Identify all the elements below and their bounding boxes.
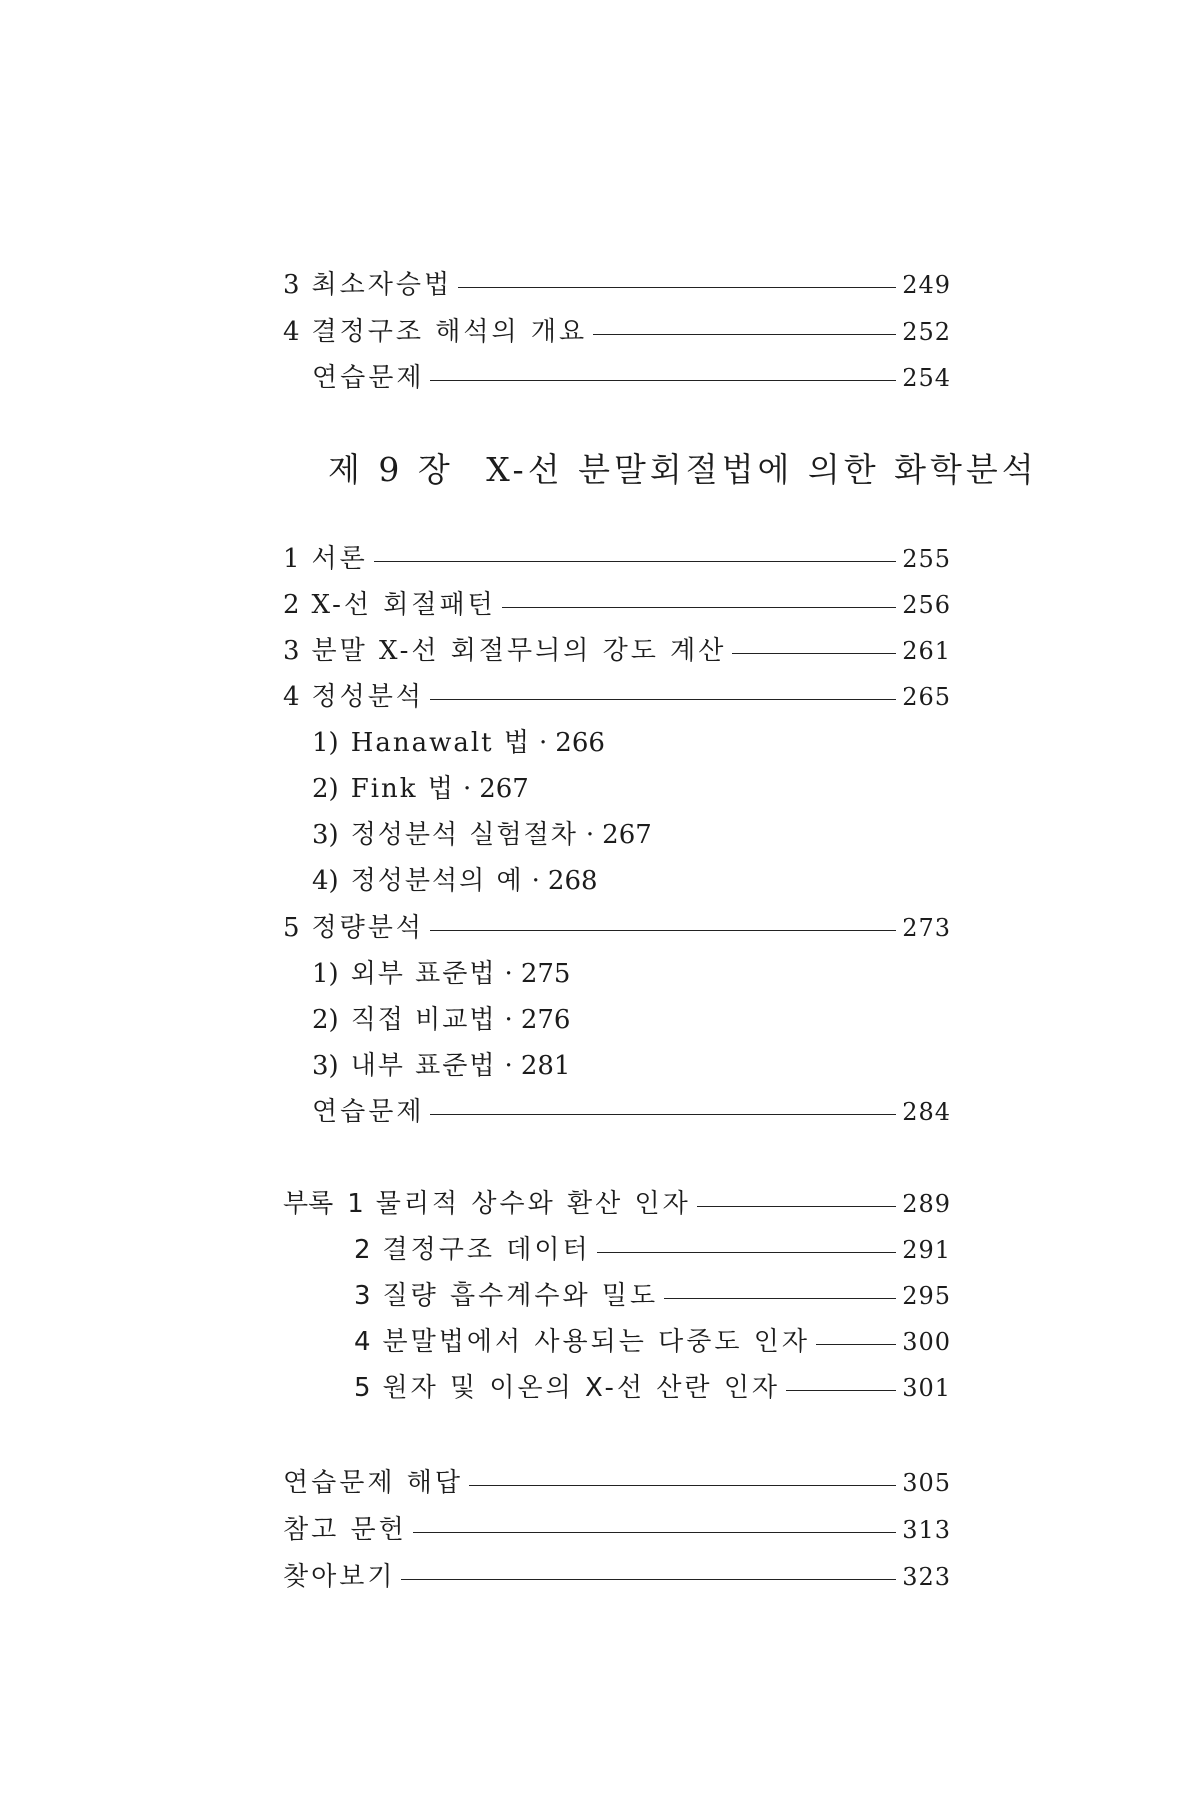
dotted-leader [458, 287, 896, 288]
entry-title: 원자 및 이온의 X-선 산란 인자 [382, 1373, 781, 1403]
subentry-title: 정성분석 실험절차 [350, 820, 578, 850]
toc-subentry [312, 957, 570, 991]
entry-title: 연습문제 해답 [283, 1468, 463, 1498]
subentry-separator: · [504, 1005, 513, 1035]
dotted-leader [664, 1298, 896, 1299]
toc-subentry [312, 1049, 570, 1083]
entry-page: 254 [902, 364, 951, 392]
subentry-separator: · [504, 959, 513, 989]
subentry-number: 2) [312, 1005, 339, 1035]
entry-title: X-선 회절패턴 [311, 590, 496, 620]
entry-title: 찾아보기 [283, 1562, 396, 1592]
appendix-entry [354, 1371, 951, 1405]
dotted-leader [469, 1485, 896, 1486]
toc-entry [283, 588, 951, 622]
entry-page: 291 [902, 1236, 951, 1264]
entry-number: 4 [283, 317, 300, 347]
subentry-page: 266 [555, 728, 605, 758]
subentry-title: 외부 표준법 [350, 959, 497, 989]
entry-page: 261 [902, 637, 951, 665]
chapter-label: 제 9 장 [328, 450, 454, 489]
entry-title: 분말법에서 사용되는 다중도 인자 [382, 1327, 810, 1357]
entry-title: 연습문제 [312, 1097, 425, 1127]
entry-page: 252 [902, 318, 951, 346]
subentry-separator: · [539, 728, 548, 758]
entry-number: 2 [283, 590, 300, 620]
subentry-number: 2) [312, 774, 339, 804]
dotted-leader [597, 1252, 897, 1253]
entry-title: 질량 흡수계수와 밀도 [382, 1281, 659, 1311]
entry-number: 4 [283, 682, 300, 712]
toc-entry [283, 911, 951, 945]
entry-title: 최소자승법 [311, 270, 453, 300]
appendix-entry [354, 1233, 951, 1267]
entry-title: 정량분석 [311, 913, 425, 943]
subentry-separator: · [504, 1051, 513, 1081]
subentry-page: 267 [602, 820, 652, 850]
entry-number: 3 [283, 636, 300, 666]
entry-number: 5 [283, 913, 300, 943]
entry-page: 300 [902, 1328, 951, 1356]
subentry-number: 3) [312, 1051, 339, 1081]
dotted-leader [430, 930, 896, 931]
dotted-leader [502, 607, 896, 608]
dotted-leader [697, 1206, 896, 1207]
back-matter-entry [283, 1466, 951, 1500]
toc-entry [283, 315, 951, 349]
toc-entry [312, 361, 951, 395]
entry-number: 2 [354, 1235, 371, 1265]
entry-title: 참고 문헌 [283, 1515, 407, 1545]
subentry-number: 4) [312, 866, 339, 896]
subentry-title: Hanawalt 법 [350, 728, 532, 758]
appendix-label: 부록 [283, 1189, 334, 1219]
entry-page: 295 [902, 1282, 951, 1310]
subentry-separator: · [462, 774, 472, 804]
toc-entry [283, 680, 951, 714]
subentry-title: 내부 표준법 [350, 1051, 497, 1081]
entry-number: 1 [347, 1189, 364, 1219]
dotted-leader [413, 1532, 896, 1533]
back-matter-entry [283, 1560, 951, 1594]
subentry-title: 정성분석의 예 [350, 866, 524, 896]
subentry-number: 1) [312, 959, 339, 989]
dotted-leader [786, 1390, 896, 1391]
entry-page: 249 [902, 271, 951, 299]
toc-subentry [312, 864, 598, 898]
entry-title: 결정구조 해석의 개요 [311, 317, 588, 347]
entry-page: 273 [902, 914, 951, 942]
subentry-number: 1) [312, 728, 339, 758]
entry-title: 결정구조 데이터 [382, 1235, 591, 1265]
entry-page: 289 [902, 1190, 951, 1218]
entry-number: 1 [283, 544, 300, 574]
entry-title: 정성분석 [311, 682, 425, 712]
entry-page: 323 [902, 1563, 951, 1591]
appendix-entry [354, 1325, 951, 1359]
entry-number: 3 [354, 1281, 371, 1311]
subentry-separator: · [531, 866, 540, 896]
chapter-title: X-선 분말회절법에 의한 화학분석 [486, 450, 1038, 489]
subentry-number: 3) [312, 820, 339, 850]
subentry-title: 직접 비교법 [350, 1005, 497, 1035]
dotted-leader [401, 1579, 896, 1580]
subentry-page: 268 [547, 866, 598, 896]
entry-number: 3 [283, 270, 300, 300]
entry-title: 연습문제 [312, 363, 425, 393]
chapter-heading [328, 448, 1056, 492]
dotted-leader [374, 561, 896, 562]
subentry-page: 267 [479, 774, 529, 804]
entry-page: 313 [902, 1516, 951, 1544]
toc-subentry [312, 1003, 570, 1037]
entry-page: 255 [902, 545, 951, 573]
toc-entry [283, 634, 951, 668]
entry-title: 분말 X-선 회절무늬의 강도 계산 [311, 636, 727, 666]
toc-subentry [312, 818, 652, 852]
dotted-leader [430, 699, 896, 700]
entry-page: 256 [902, 591, 951, 619]
toc-subentry [312, 726, 605, 760]
appendix-entry [283, 1187, 951, 1221]
dotted-leader [593, 334, 896, 335]
subentry-page: 276 [520, 1005, 571, 1035]
dotted-leader [430, 1114, 896, 1115]
toc-entry [283, 268, 951, 302]
entry-number: 5 [354, 1373, 371, 1403]
dotted-leader [430, 380, 896, 381]
back-matter-entry [283, 1513, 951, 1547]
entry-title: 물리적 상수와 환산 인자 [375, 1189, 691, 1219]
subentry-title: Fink 법 [350, 774, 455, 804]
subentry-page: 275 [520, 959, 571, 989]
appendix-entry [354, 1279, 951, 1313]
entry-number: 4 [354, 1327, 371, 1357]
entry-page: 301 [902, 1374, 951, 1402]
subentry-separator: · [585, 820, 595, 850]
toc-subentry [312, 772, 529, 806]
entry-page: 305 [902, 1469, 951, 1497]
dotted-leader [816, 1344, 896, 1345]
entry-page: 284 [902, 1098, 951, 1126]
dotted-leader [732, 653, 896, 654]
entry-title: 서론 [311, 544, 368, 574]
entry-page: 265 [902, 683, 951, 711]
toc-entry [312, 1095, 951, 1129]
toc-entry [283, 542, 951, 576]
subentry-page: 281 [520, 1051, 571, 1081]
